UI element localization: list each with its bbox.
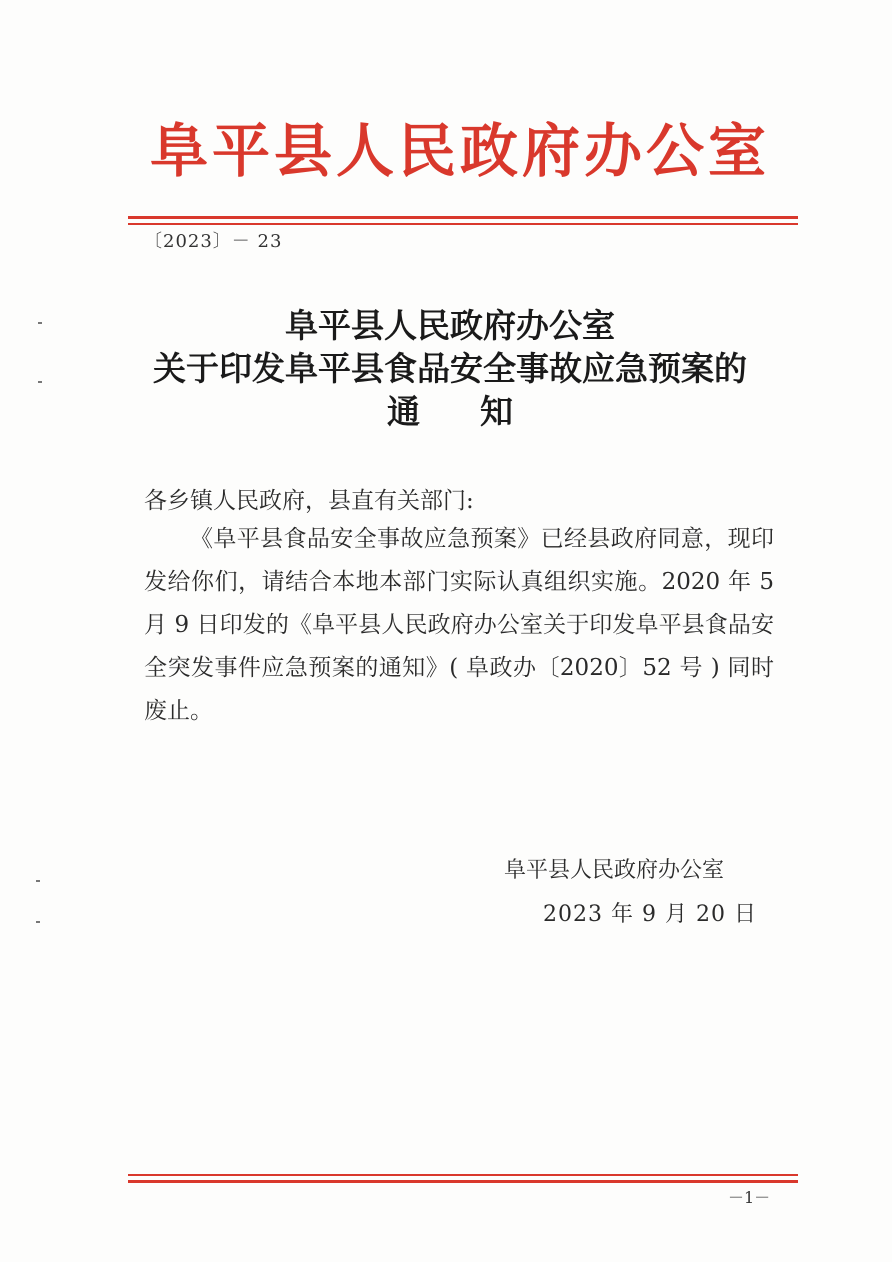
masthead-divider-thin (128, 223, 798, 225)
body-paragraph: 《阜平县食品安全事故应急预案》已经县政府同意，现印发给你们，请结合本地本部门实际认真组织实施。2020 年 5 月 9 日印发的《阜平县人民政府办公室关于印发阜平县食品安全突发事件应急预案的通知》( 阜政办〔2020〕52 号 ) 同时废止。 (144, 526, 774, 724)
scan-speck (36, 921, 40, 923)
title-line-1: 阜平县人民政府办公室 (285, 306, 615, 345)
title-line-2: 关于印发阜平县食品安全事故应急预案的 (153, 349, 747, 388)
page-number: －1－ (728, 1188, 771, 1207)
footer-divider-thick (128, 1180, 798, 1183)
scan-speck (38, 322, 42, 324)
scan-speck (36, 880, 40, 882)
masthead-divider-thick (128, 216, 798, 219)
masthead-title: 阜平县人民政府办公室 (149, 117, 770, 185)
document-number: 〔2023〕－ 23 (144, 231, 283, 252)
signature-organization: 阜平县人民政府办公室 (504, 858, 725, 883)
footer-divider-thin (128, 1174, 798, 1176)
addressee: 各乡镇人民政府，县直有关部门: (144, 488, 474, 514)
signature-date: 2023 年 9 月 20 日 (543, 902, 757, 927)
scan-speck (38, 381, 42, 383)
title-line-3: 通知 (387, 392, 573, 431)
